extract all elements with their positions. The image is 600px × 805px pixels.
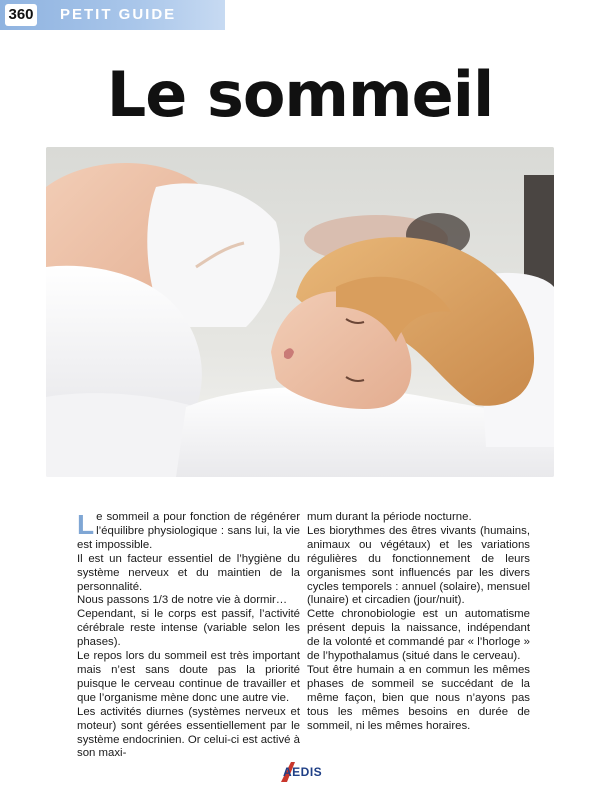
series-label: PETIT GUIDE	[60, 6, 177, 23]
paragraph: mum durant la période nocturne.	[307, 511, 472, 523]
body-column-left	[77, 511, 300, 761]
cover-photo-sleeping-woman	[46, 147, 554, 477]
series-number: 360	[5, 4, 37, 26]
header-band	[0, 0, 225, 30]
paragraph: Le repos lors du sommeil est très important mais n’est sans doute pas la priorité puisque le cerveau continue de travailler et que l’organisme mène donc une autre vie.	[77, 650, 300, 704]
page-title: Le sommeil	[106, 58, 494, 131]
body-column-right	[307, 511, 530, 734]
drop-cap: L	[77, 509, 95, 540]
paragraph: Cette chronobiologie est un automatisme présent depuis la naissance, indépendant de la volonté et commandé par « l’horloge » de l’hypothalamus (situé dans le cerveau).	[307, 608, 530, 663]
paragraph: Les biorythmes des êtres vivants (humains, animaux ou végétaux) et les variations régulières du fonctionnement de leurs organismes sont influencés par les divers cycles temporels : annuel (solaire), mensuel (lunaire) et circadien (jour/nuit).	[307, 524, 530, 607]
publisher-name: AEDIS	[283, 765, 323, 779]
paragraph: Cependant, si le corps est passif, l’activité cérébrale reste intense (variable selon les phases).	[77, 608, 300, 649]
paragraph: Il est un facteur essentiel de l’hygiène du système nerveux et du maintien de la personnalité.	[77, 552, 300, 593]
paragraph: Tout être humain a en commun les mêmes phases de sommeil se succédant de la même façon, bien que nous n’ayons pas tous les mêmes besoins en durée de sommeil, ni les mêmes horaires.	[307, 663, 530, 732]
paragraph: Les activités diurnes (systèmes nerveux et moteur) sont gérées essentiellement par le système endocrinien. Or celui-ci est activé à son maxi-	[77, 705, 300, 760]
paragraph-text: e sommeil a pour fonction de régénérer l’équilibre physiologique : sans lui, la vie est impossible.	[77, 511, 300, 551]
paragraph: Nous passons 1/3 de notre vie à dormir…	[77, 594, 288, 607]
paragraph	[77, 511, 300, 553]
